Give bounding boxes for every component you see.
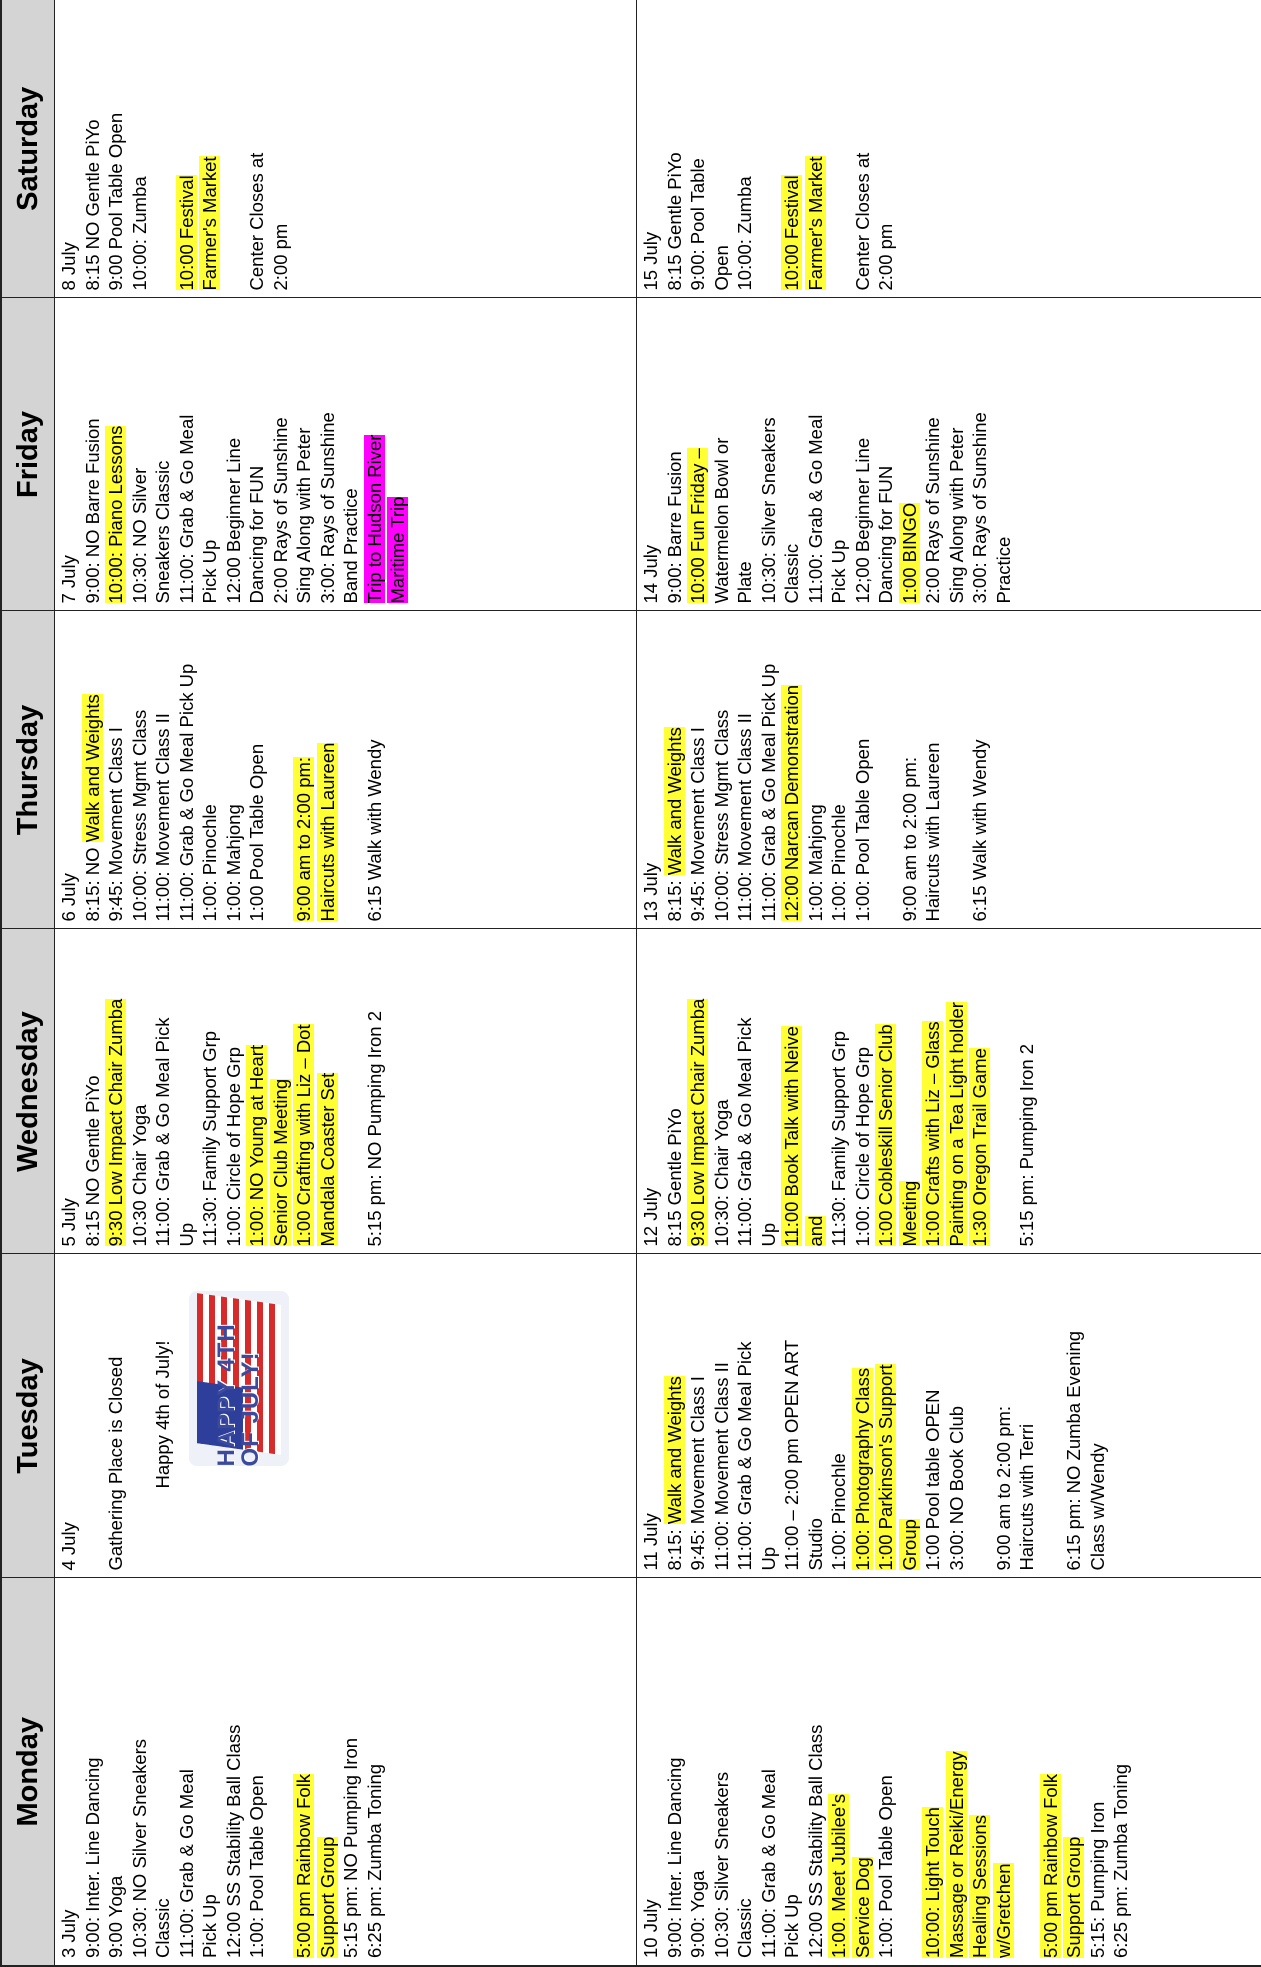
event-line: 11:00 Book Talk with Neive <box>781 1026 802 1247</box>
event-line: 10:00: Stress Mgmt Class <box>710 709 732 922</box>
event-line: Dancing for FUN <box>875 465 896 604</box>
event-line: Mandala Coaster Set <box>316 1072 338 1247</box>
event-line: 10:00: Piano Lessons <box>105 425 126 604</box>
event-line: Support Group <box>1063 1836 1084 1958</box>
event-line: 12:00 Beginner Line <box>222 437 244 604</box>
event-line: 13 July <box>640 862 661 922</box>
event-line <box>992 934 1016 1247</box>
event-line: 1:00 Crafting with Liz – Dot <box>293 1024 314 1247</box>
event-line: 5:15 pm: NO Pumping Iron <box>340 1737 361 1958</box>
event-line: 6:15 Walk with Wendy <box>969 739 990 922</box>
event-line: 8:15: NO Walk and Weights <box>81 694 103 922</box>
event-line: 1:00: Pinochle <box>828 804 849 922</box>
header-saturday: Saturday <box>1 0 55 298</box>
event-line: 10:30: Silver Sneakers <box>710 1771 732 1958</box>
event-line: 9:30 Low Impact Chair Zumba <box>687 998 708 1247</box>
event-line: 1:00. Meet Jubilee's <box>828 1794 849 1958</box>
event-line: 12 July <box>640 1187 661 1247</box>
event-line: 11:00: Grab & Go Meal <box>175 1769 197 1958</box>
event-line: 9:00 am to 2:00 pm: <box>293 756 314 922</box>
day-cell-thursday <box>637 611 1261 929</box>
event-line: 9:00 am to 2:00 pm: <box>898 756 920 922</box>
event-line: Haircuts with Terri <box>1016 1423 1037 1571</box>
event-line: 1:00: NO Young at Heart <box>246 1044 267 1247</box>
event-line: 11:00: Grab & Go Meal Pick <box>152 1017 173 1247</box>
header-monday: Monday <box>1 1578 55 1966</box>
event-line: 10:30: NO Silver <box>128 467 150 604</box>
event-line: 10:00 Festival <box>781 175 802 291</box>
highlighted-text: Walk and Weights <box>663 727 685 876</box>
event-line <box>1015 1583 1039 1959</box>
event-line: 14 July <box>640 544 661 604</box>
event-line: 9:00 am to 2:00 pm: <box>992 1405 1014 1571</box>
event-line: Practice <box>992 536 1014 604</box>
event-line: Class w/Wendy <box>1086 1443 1108 1571</box>
event-line: 1:00 BINGO <box>898 502 920 604</box>
event-line: 9:00: Inter. Line Dancing <box>81 1757 103 1958</box>
event-line: Open <box>710 245 732 291</box>
event-line: Happy 4th of July! <box>152 1340 173 1489</box>
event-line: 1:00: Pinochle <box>828 1453 849 1571</box>
event-line: Classic <box>781 543 802 604</box>
calendar-weeks <box>55 0 1261 1966</box>
event-line: 8 July <box>58 242 79 291</box>
event-line: 3 July <box>58 1909 79 1958</box>
event-line: Service Dog <box>851 1857 873 1958</box>
event-line: Gathering Place is Closed <box>105 1356 126 1571</box>
event-line: 9:00: NO Barre Fusion <box>81 418 103 604</box>
event-line: 2:00 pm <box>875 223 896 291</box>
event-line: 11:30: Family Support Grp <box>828 1030 849 1247</box>
event-line: 11:00: Movement Class II <box>152 713 173 922</box>
event-line: 9:00 Yoga <box>105 1875 126 1958</box>
event-line <box>1039 1259 1063 1571</box>
event-line: Pick Up <box>781 1894 802 1958</box>
event-line: 2:00 Rays of Sunshine <box>922 417 943 604</box>
event-line: 5:15: Pumping Iron <box>1086 1801 1108 1958</box>
event-line: 10:30: Silver Sneakers <box>757 417 779 604</box>
event-line: 9:45: Movement Class I <box>687 1376 708 1571</box>
event-line: Pick Up <box>199 1894 220 1958</box>
event-line: 2:00 pm <box>269 223 291 291</box>
event-line <box>945 616 969 922</box>
event-line: 9:00: Pool Table <box>687 158 708 291</box>
event-line: 9:45: Movement Class I <box>105 727 126 922</box>
event-line: w/Gretchen <box>992 1863 1014 1958</box>
event-line: and <box>804 1215 826 1247</box>
event-line: 11:00: Movement Class II <box>710 1362 732 1571</box>
event-line: Healing Sessions <box>969 1815 990 1958</box>
event-line: Plate <box>734 561 755 604</box>
event-line: 1:00: Circle of Hope Grp <box>222 1047 244 1247</box>
event-line: 12:00 SS Stability Ball Class <box>804 1724 826 1958</box>
header-tuesday: Tuesday <box>1 1254 55 1578</box>
event-line: 9:00 Pool Table Open <box>105 112 126 291</box>
event-line: Sing Along with Peter <box>293 427 314 604</box>
event-line: 1:00 Pool Table Open <box>246 743 267 922</box>
event-line: Center Closes at <box>246 152 267 291</box>
event-line <box>269 1583 293 1959</box>
event-line: 15 July <box>640 231 661 291</box>
event-line: Band Practice <box>340 488 361 604</box>
event-line: Sing Along with Peter <box>945 427 967 604</box>
event-line: Classic <box>734 1898 755 1958</box>
event-line: 6:25 pm: Zumba Toning <box>1110 1763 1131 1958</box>
event-line: Studio <box>804 1518 826 1571</box>
event-line: 9:00: Inter. Line Dancing <box>663 1757 685 1958</box>
event-line: 12;00 Beginner Line <box>851 437 873 604</box>
event-line <box>81 1259 105 1571</box>
event-line: 1:00 Cobleskill Senior Club <box>875 1024 896 1247</box>
event-line: 1:00: Mahjong <box>222 804 244 922</box>
event-line <box>151 4 175 291</box>
event-line: 12:00 Narcan Demonstration <box>781 684 802 922</box>
event-line: 3:00: Rays of Sunshine <box>969 412 990 604</box>
event-line: 10:00 Fun Friday – <box>687 448 708 604</box>
day-cell-monday <box>637 1578 1261 1966</box>
event-line: Farmer's Market <box>804 156 826 291</box>
event-line: 10:30 Chair Yoga <box>128 1104 150 1247</box>
event-line <box>898 1583 922 1959</box>
event-line: 1:00 Crafts with Liz – Glass <box>922 1021 943 1247</box>
event-line: 10:00 Festival <box>175 175 197 291</box>
event-line: Meeting <box>898 1180 920 1247</box>
event-line: 1:00: Pool Table Open <box>851 738 873 922</box>
day-header-row <box>1 0 55 1966</box>
event-line: 11:30: Family Support Grp <box>199 1030 220 1247</box>
event-line: 2:00 Rays of Sunshine <box>269 417 291 604</box>
event-line: Trip to Hudson River <box>363 434 385 604</box>
day-cell-wednesday <box>637 929 1261 1254</box>
event-line: Up <box>757 1222 779 1247</box>
event-line: Center Closes at <box>851 152 873 291</box>
day-cell-tuesday <box>637 1254 1261 1578</box>
day-cell-wednesday <box>55 929 637 1254</box>
event-line: 11:00: Grab & Go Meal Pick Up <box>757 663 779 922</box>
event-line: Haircuts with Laureen <box>922 742 943 922</box>
event-line: 11:00: Movement Class II <box>734 713 755 922</box>
event-line: Group <box>898 1519 920 1571</box>
header-friday: Friday <box>1 298 55 611</box>
event-line: 6:15 Walk with Wendy <box>363 739 385 922</box>
event-line: 1:00 Parkinson's Support <box>875 1364 896 1571</box>
event-line: 5:15 pm: NO Pumping Iron 2 <box>363 1011 385 1247</box>
event-line: 8:15: Walk and Weights <box>663 1376 685 1571</box>
event-line <box>339 934 363 1247</box>
highlighted-text: Walk and Weights <box>663 1376 685 1525</box>
day-cell-friday <box>637 298 1261 611</box>
event-line: Sneakers Classic <box>152 460 173 604</box>
week-row <box>637 0 1261 1966</box>
event-line: 1:00: Circle of Hope Grp <box>851 1047 873 1247</box>
event-line: Up <box>757 1546 779 1571</box>
event-line: 7 July <box>58 555 79 604</box>
event-line: Pick Up <box>828 539 849 604</box>
event-line: 1:30 Oregon Trail Game <box>969 1048 990 1247</box>
day-cell-saturday <box>55 0 637 298</box>
event-line: 1:00: Photography Class <box>851 1367 873 1571</box>
event-line <box>874 616 898 922</box>
event-line: 9:45: Movement Class I <box>687 727 708 922</box>
event-line: 11:00: Grab & Go Meal Pick <box>734 1341 755 1571</box>
day-cell-monday <box>55 1578 637 1966</box>
event-line: 9:00: Yoga <box>687 1870 708 1958</box>
event-line: 8:15: Walk and Weights <box>663 727 685 922</box>
event-line <box>968 1259 992 1571</box>
event-line: 5:00 pm Rainbow Folk <box>1039 1773 1061 1958</box>
event-line: 6:15 pm: NO Zumba Evening <box>1063 1330 1084 1571</box>
day-cell-saturday <box>637 0 1261 298</box>
event-line: 10:00: Zumba <box>734 176 755 291</box>
event-line: 8:15 Gentle PiYo <box>663 1108 685 1247</box>
event-line: 3:00: NO Book Club <box>945 1405 967 1571</box>
event-line: 9:30 Low Impact Chair Zumba <box>105 998 126 1247</box>
event-line: 3:00: Rays of Sunshine <box>316 412 338 604</box>
event-line <box>269 616 293 922</box>
event-line: 11:00: Grab & Go Meal Pick Up <box>175 663 197 922</box>
event-line: Classic <box>152 1898 173 1958</box>
event-line: Up <box>175 1222 197 1247</box>
event-line: Senior Club Meeting <box>269 1078 291 1247</box>
event-line: Watermelon Bowl or <box>710 437 732 604</box>
event-line: 11:00: Grab & Go Meal <box>757 1769 779 1958</box>
event-line: Massage or Reiki/Energy <box>945 1751 967 1958</box>
event-line: 5:00 pm Rainbow Folk <box>293 1773 314 1958</box>
event-line: 6 July <box>58 873 79 922</box>
event-line: 10:00: Zumba <box>128 176 150 291</box>
event-line: 10:30: Chair Yoga <box>710 1099 732 1247</box>
event-line: 8:15 Gentle PiYo <box>663 152 685 291</box>
event-line: Farmer's Market <box>199 156 220 291</box>
event-line: 8:15 NO Gentle PiYo <box>81 1075 103 1247</box>
event-line: 11:00: Grab & Go Meal <box>175 414 197 604</box>
event-line: Pick Up <box>199 539 220 604</box>
event-line: 10 July <box>640 1899 661 1958</box>
event-line: 1:00 Pool table OPEN <box>922 1389 943 1571</box>
event-line: 11 July <box>640 1513 661 1571</box>
event-line: 8:15 NO Gentle PiYo <box>81 119 103 291</box>
event-line: Dancing for FUN <box>246 465 267 604</box>
event-line: 1:00: Pool Table Open <box>246 1775 267 1958</box>
header-wednesday: Wednesday <box>1 929 55 1254</box>
event-line: 11:00: Grab & Go Meal <box>804 414 826 604</box>
event-line: 5:15 pm: Pumping Iron 2 <box>1016 1043 1037 1247</box>
event-line <box>757 4 781 291</box>
event-line <box>128 1259 152 1571</box>
flag-caption: HAPPY 4TH OF JULY! <box>213 1323 264 1467</box>
event-line: 10:30: NO Silver Sneakers <box>128 1738 150 1958</box>
day-cell-tuesday <box>55 1254 637 1578</box>
event-line <box>339 616 363 922</box>
event-line: Painting on a Tea Light holder <box>945 1002 967 1247</box>
week-row <box>55 0 637 1966</box>
event-line: 1:00: Pinochle <box>199 804 220 922</box>
event-line: 5 July <box>58 1198 79 1247</box>
event-line: 9:00: Barre Fusion <box>663 451 685 604</box>
day-cell-friday <box>55 298 637 611</box>
event-line: 6:25 pm: Zumba Toning <box>363 1763 385 1958</box>
event-line <box>827 4 851 291</box>
event-line: 12:00 SS Stability Ball Class <box>222 1724 244 1958</box>
day-cell-thursday <box>55 611 637 929</box>
july-4th-flag-image <box>189 1292 289 1467</box>
event-line: 11:00 – 2:00 pm OPEN ART <box>781 1339 802 1571</box>
event-line: Maritime Trip <box>387 496 408 604</box>
event-line: 10:00: Stress Mgmt Class <box>128 709 150 922</box>
event-line: 10:00: Light Touch <box>922 1807 943 1958</box>
header-thursday: Thursday <box>1 611 55 929</box>
event-line: 1:00: Pool Table Open <box>875 1775 896 1958</box>
event-line: Support Group <box>316 1836 338 1958</box>
highlighted-text: Walk and Weights <box>81 694 103 843</box>
event-line: Haircuts with Laureen <box>316 742 338 922</box>
event-line: 1:00: Mahjong <box>804 804 826 922</box>
event-line: 4 July <box>58 1522 79 1571</box>
event-line <box>222 4 246 291</box>
event-line: 11:00: Grab & Go Meal Pick <box>734 1017 755 1247</box>
